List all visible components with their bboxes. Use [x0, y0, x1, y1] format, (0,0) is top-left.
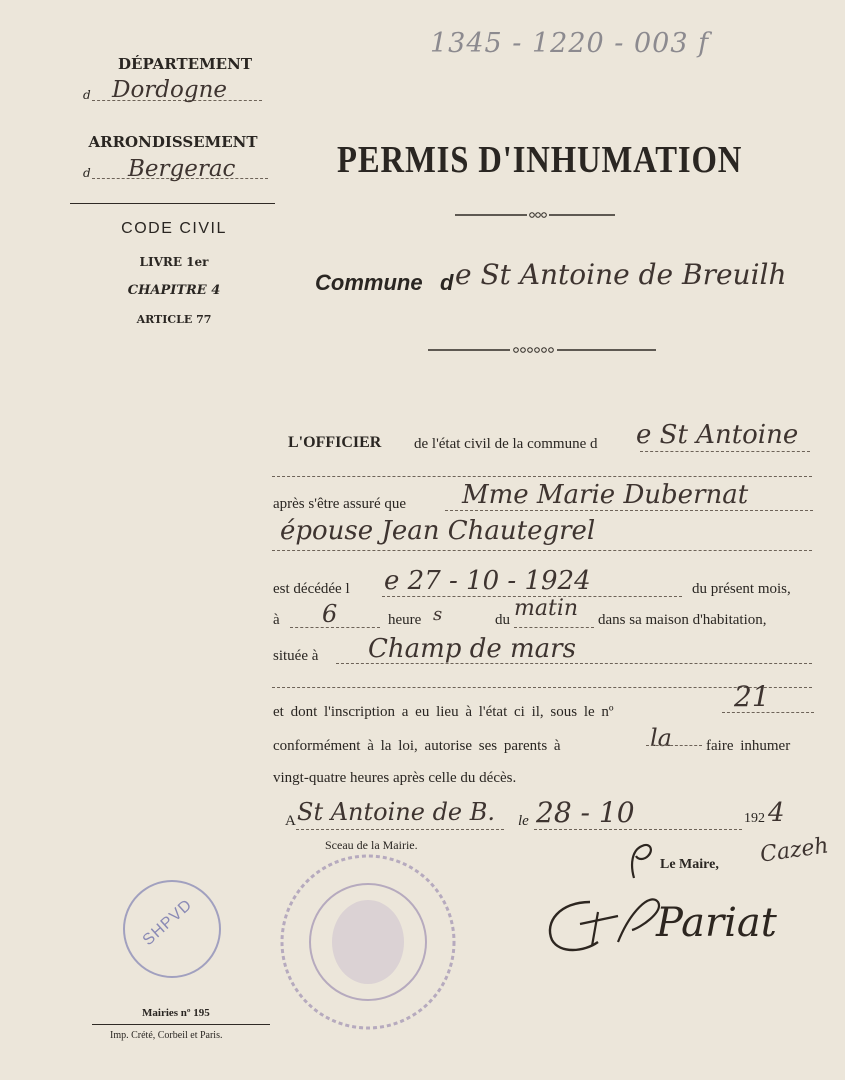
title-ornament — [455, 208, 615, 222]
date-place-line — [296, 829, 504, 830]
bottom-rule — [92, 1024, 270, 1025]
heure-text: heure — [388, 612, 422, 628]
date-prefix: A — [285, 813, 296, 829]
archive-reference: 1345 - 1220 - 003 f — [430, 28, 710, 59]
sceau-text: Sceau de la Mairie. — [325, 838, 418, 852]
assure-text: après s'être assuré que — [273, 496, 407, 512]
shpvd-stamp: SHPVD — [139, 896, 196, 950]
situee-text: située à — [273, 648, 319, 664]
signature-note: Cazeh — [758, 833, 831, 868]
departement-value: Dordogne — [112, 77, 227, 103]
a-text: à — [273, 612, 280, 628]
officier-text: de l'état civil de la commune d — [414, 436, 598, 452]
mairie-seal-stamp — [278, 852, 458, 1032]
situee-value: Champ de mars — [368, 634, 576, 664]
date-le: le — [518, 813, 529, 829]
situee-line — [336, 663, 812, 664]
inscription-text: et dont l'inscription a eu lieu à l'état ci il, sous le nº — [273, 704, 614, 720]
imprint: Imp. Crété, Corbeil et Paris. — [110, 1030, 223, 1041]
arrondissement-label: ARRONDISSEMENT — [88, 133, 258, 151]
blank-line-2 — [272, 687, 812, 688]
date-year-print: 192 — [744, 811, 765, 826]
chapitre: CHAPITRE 4 — [127, 283, 221, 298]
departement-prefix: d — [83, 88, 91, 102]
officier-value: e St Antoine — [636, 420, 799, 450]
du-text: du — [495, 612, 510, 628]
faire-text: faire inhumer — [706, 738, 791, 754]
livre: LIVRE 1er — [139, 255, 209, 269]
heure-line — [290, 627, 380, 628]
inscription-value: 21 — [734, 680, 770, 713]
signature: Pariat — [656, 900, 777, 946]
document-title: PERMIS D'INHUMATION — [337, 139, 743, 181]
vingt-text: vingt-quatre heures après celle du décès. — [273, 770, 517, 786]
departement-label: DÉPARTEMENT — [118, 55, 252, 73]
person-line2-rule — [272, 550, 812, 551]
conformement-line — [646, 745, 702, 746]
heure-value: 6 — [322, 600, 338, 628]
person-line1: Mme Marie Dubernat — [462, 480, 749, 510]
conformement-value: la — [650, 724, 672, 752]
blank-line-1 — [272, 476, 812, 477]
commune-value: e St Antoine de Breuilh — [455, 258, 787, 291]
left-separator-top — [70, 203, 275, 204]
decede-value: e 27 - 10 - 1924 — [384, 566, 591, 596]
arrondissement-prefix: d — [83, 166, 91, 180]
inscription-line — [722, 712, 814, 713]
du-line — [514, 627, 594, 628]
officier-line — [640, 451, 810, 452]
arrondissement-value: Bergerac — [128, 156, 236, 182]
decede-text: est décédée l — [273, 581, 350, 597]
commune-label: Commune — [315, 270, 423, 295]
mairies-no: Mairies nº 195 — [142, 1007, 210, 1019]
article: ARTICLE 77 — [136, 313, 212, 326]
du-value: matin — [514, 596, 579, 621]
date-value-line — [534, 829, 742, 830]
present-mois: du présent mois, — [692, 581, 791, 597]
conformement-text: conformément à la loi, autorise ses parents à — [273, 738, 561, 754]
person-line1-rule — [445, 510, 813, 511]
officier-label: L'OFFICIER — [288, 434, 382, 451]
le-maire: Le Maire, — [660, 857, 719, 872]
date-place: St Antoine de B. — [297, 798, 496, 826]
date-year-hw: 4 — [768, 798, 785, 828]
date-value: 28 - 10 — [536, 796, 635, 829]
heure-suffix: s — [433, 604, 443, 625]
commune-ornament — [428, 343, 656, 357]
commune-prefix: d — [440, 270, 454, 295]
person-line2: épouse Jean Chautegrel — [280, 516, 596, 546]
code-civil: CODE CIVIL — [121, 220, 227, 237]
maison-text: dans sa maison d'habitation, — [598, 612, 767, 628]
